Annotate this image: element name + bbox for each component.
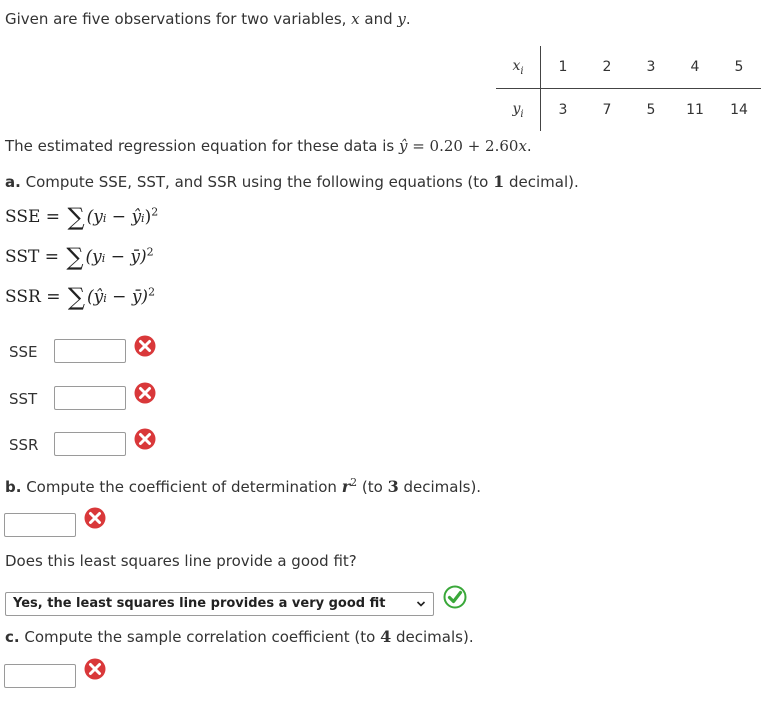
part-c-decimals: 4 [380, 627, 392, 646]
r-power: 2 [350, 476, 358, 489]
yhat-symbol: ŷ [398, 137, 408, 155]
ssr-eq-power: 2 [148, 285, 156, 299]
regression-text [5, 137, 532, 155]
sse-eq-y: (y [86, 207, 103, 227]
sse-eq-sub: i [102, 212, 107, 225]
regression-equation: 0.20 + 2.60 [429, 137, 519, 155]
intro-prefix: Given are five observations for two variables, [5, 10, 352, 28]
incorrect-icon [84, 658, 106, 680]
incorrect-icon [134, 382, 156, 404]
sse-label: SSE [9, 343, 38, 361]
sigma-symbol: ∑ [67, 203, 85, 231]
sst-eq-y: (y [85, 247, 102, 267]
ssr-equation: SSR = ∑ (ŷi − ȳ)$^2$ [5, 283, 156, 311]
incorrect-icon [84, 507, 106, 529]
part-b-suffix-close: decimals). [398, 478, 482, 496]
part-b-text: Compute the coefficient of determination [21, 478, 342, 496]
equals-sign: = [407, 137, 430, 155]
good-fit-dropdown[interactable] [5, 592, 434, 616]
chevron-down-icon [416, 599, 426, 609]
y-value: 5 [646, 102, 656, 118]
y-value: 11 [686, 102, 704, 118]
x-value: 5 [717, 46, 761, 89]
sst-eq-power: 2 [146, 245, 154, 259]
y-value: 14 [730, 102, 748, 118]
x-value: 3 [629, 46, 673, 89]
sigma-symbol: ∑ [67, 283, 85, 311]
sigma-symbol: ∑ [66, 243, 84, 271]
ssr-eq-yhat: (ŷ [87, 287, 104, 307]
regression-prefix: The estimated regression equation for these data is [5, 137, 399, 155]
sst-label: SST [9, 390, 38, 408]
sse-eq-label: SSE [5, 207, 41, 227]
y-variable: y [397, 10, 406, 28]
y-row [496, 89, 761, 132]
sse-equation: SSE = ∑ (yi − ŷi)$^2$ [5, 203, 159, 231]
sst-eq-label: SST [5, 247, 40, 267]
part-a-label: a. [5, 173, 21, 191]
part-c-suffix: decimals). [391, 628, 474, 646]
correct-icon [443, 585, 467, 609]
regression-var: x [518, 137, 527, 155]
ssr-eq-label: SSR [5, 287, 41, 307]
part-b-label: b. [5, 478, 22, 496]
intro-text [5, 10, 411, 28]
part-c-heading [5, 627, 474, 646]
part-c-text: Compute the sample correlation coefficient (to [19, 628, 381, 646]
part-a-suffix: decimal). [504, 173, 579, 191]
ssr-eq-sub: i [103, 292, 107, 305]
x-value: 1 [541, 46, 586, 89]
sse-eq-sub2: i [141, 212, 145, 225]
part-a-heading [5, 172, 579, 191]
ssr-eq-ybar: − ȳ) [106, 287, 149, 307]
sst-eq-sub: i [101, 252, 106, 265]
sse-eq-power: 2 [151, 205, 159, 219]
part-a-text: Compute SSE, SST, and SSR using the following equations (to [20, 173, 494, 191]
part-c-label: c. [5, 628, 20, 646]
y-value: 3 [558, 102, 568, 118]
x-value: 2 [585, 46, 629, 89]
y-header: $y_i$ [496, 89, 541, 132]
sst-equation: SST = ∑ (yi − ȳ)$^2$ [5, 243, 154, 271]
ssr-input[interactable] [54, 432, 126, 456]
regression-period: . [526, 137, 532, 155]
r-squared-input[interactable] [4, 513, 76, 537]
observation-table [496, 46, 761, 131]
r-symbol: r [341, 477, 351, 496]
good-fit-question: Does this least squares line provide a good fit? [5, 552, 357, 570]
sst-input[interactable] [54, 386, 126, 410]
intro-period: . [405, 10, 411, 28]
x-header: $x_i$ [496, 46, 541, 89]
ssr-label: SSR [9, 436, 39, 454]
sse-eq-close: ) [144, 207, 152, 227]
x-value: 4 [673, 46, 717, 89]
sst-eq-ybar: − ȳ) [105, 247, 147, 267]
incorrect-icon [134, 428, 156, 450]
part-b-heading [5, 476, 481, 496]
sse-eq-yhat: − ŷ [106, 207, 142, 227]
y-value: 7 [602, 102, 612, 118]
correlation-input[interactable] [4, 664, 76, 688]
part-a-decimals: 1 [493, 172, 505, 191]
sse-input[interactable] [54, 339, 126, 363]
incorrect-icon [134, 335, 156, 357]
part-b-decimals: 3 [387, 477, 399, 496]
intro-and: and [359, 10, 398, 28]
dropdown-selected-value: Yes, the least squares line provides a very good fit [13, 596, 386, 611]
x-variable: x [351, 10, 360, 28]
part-b-suffix-open: (to [357, 478, 388, 496]
x-row [496, 46, 761, 89]
